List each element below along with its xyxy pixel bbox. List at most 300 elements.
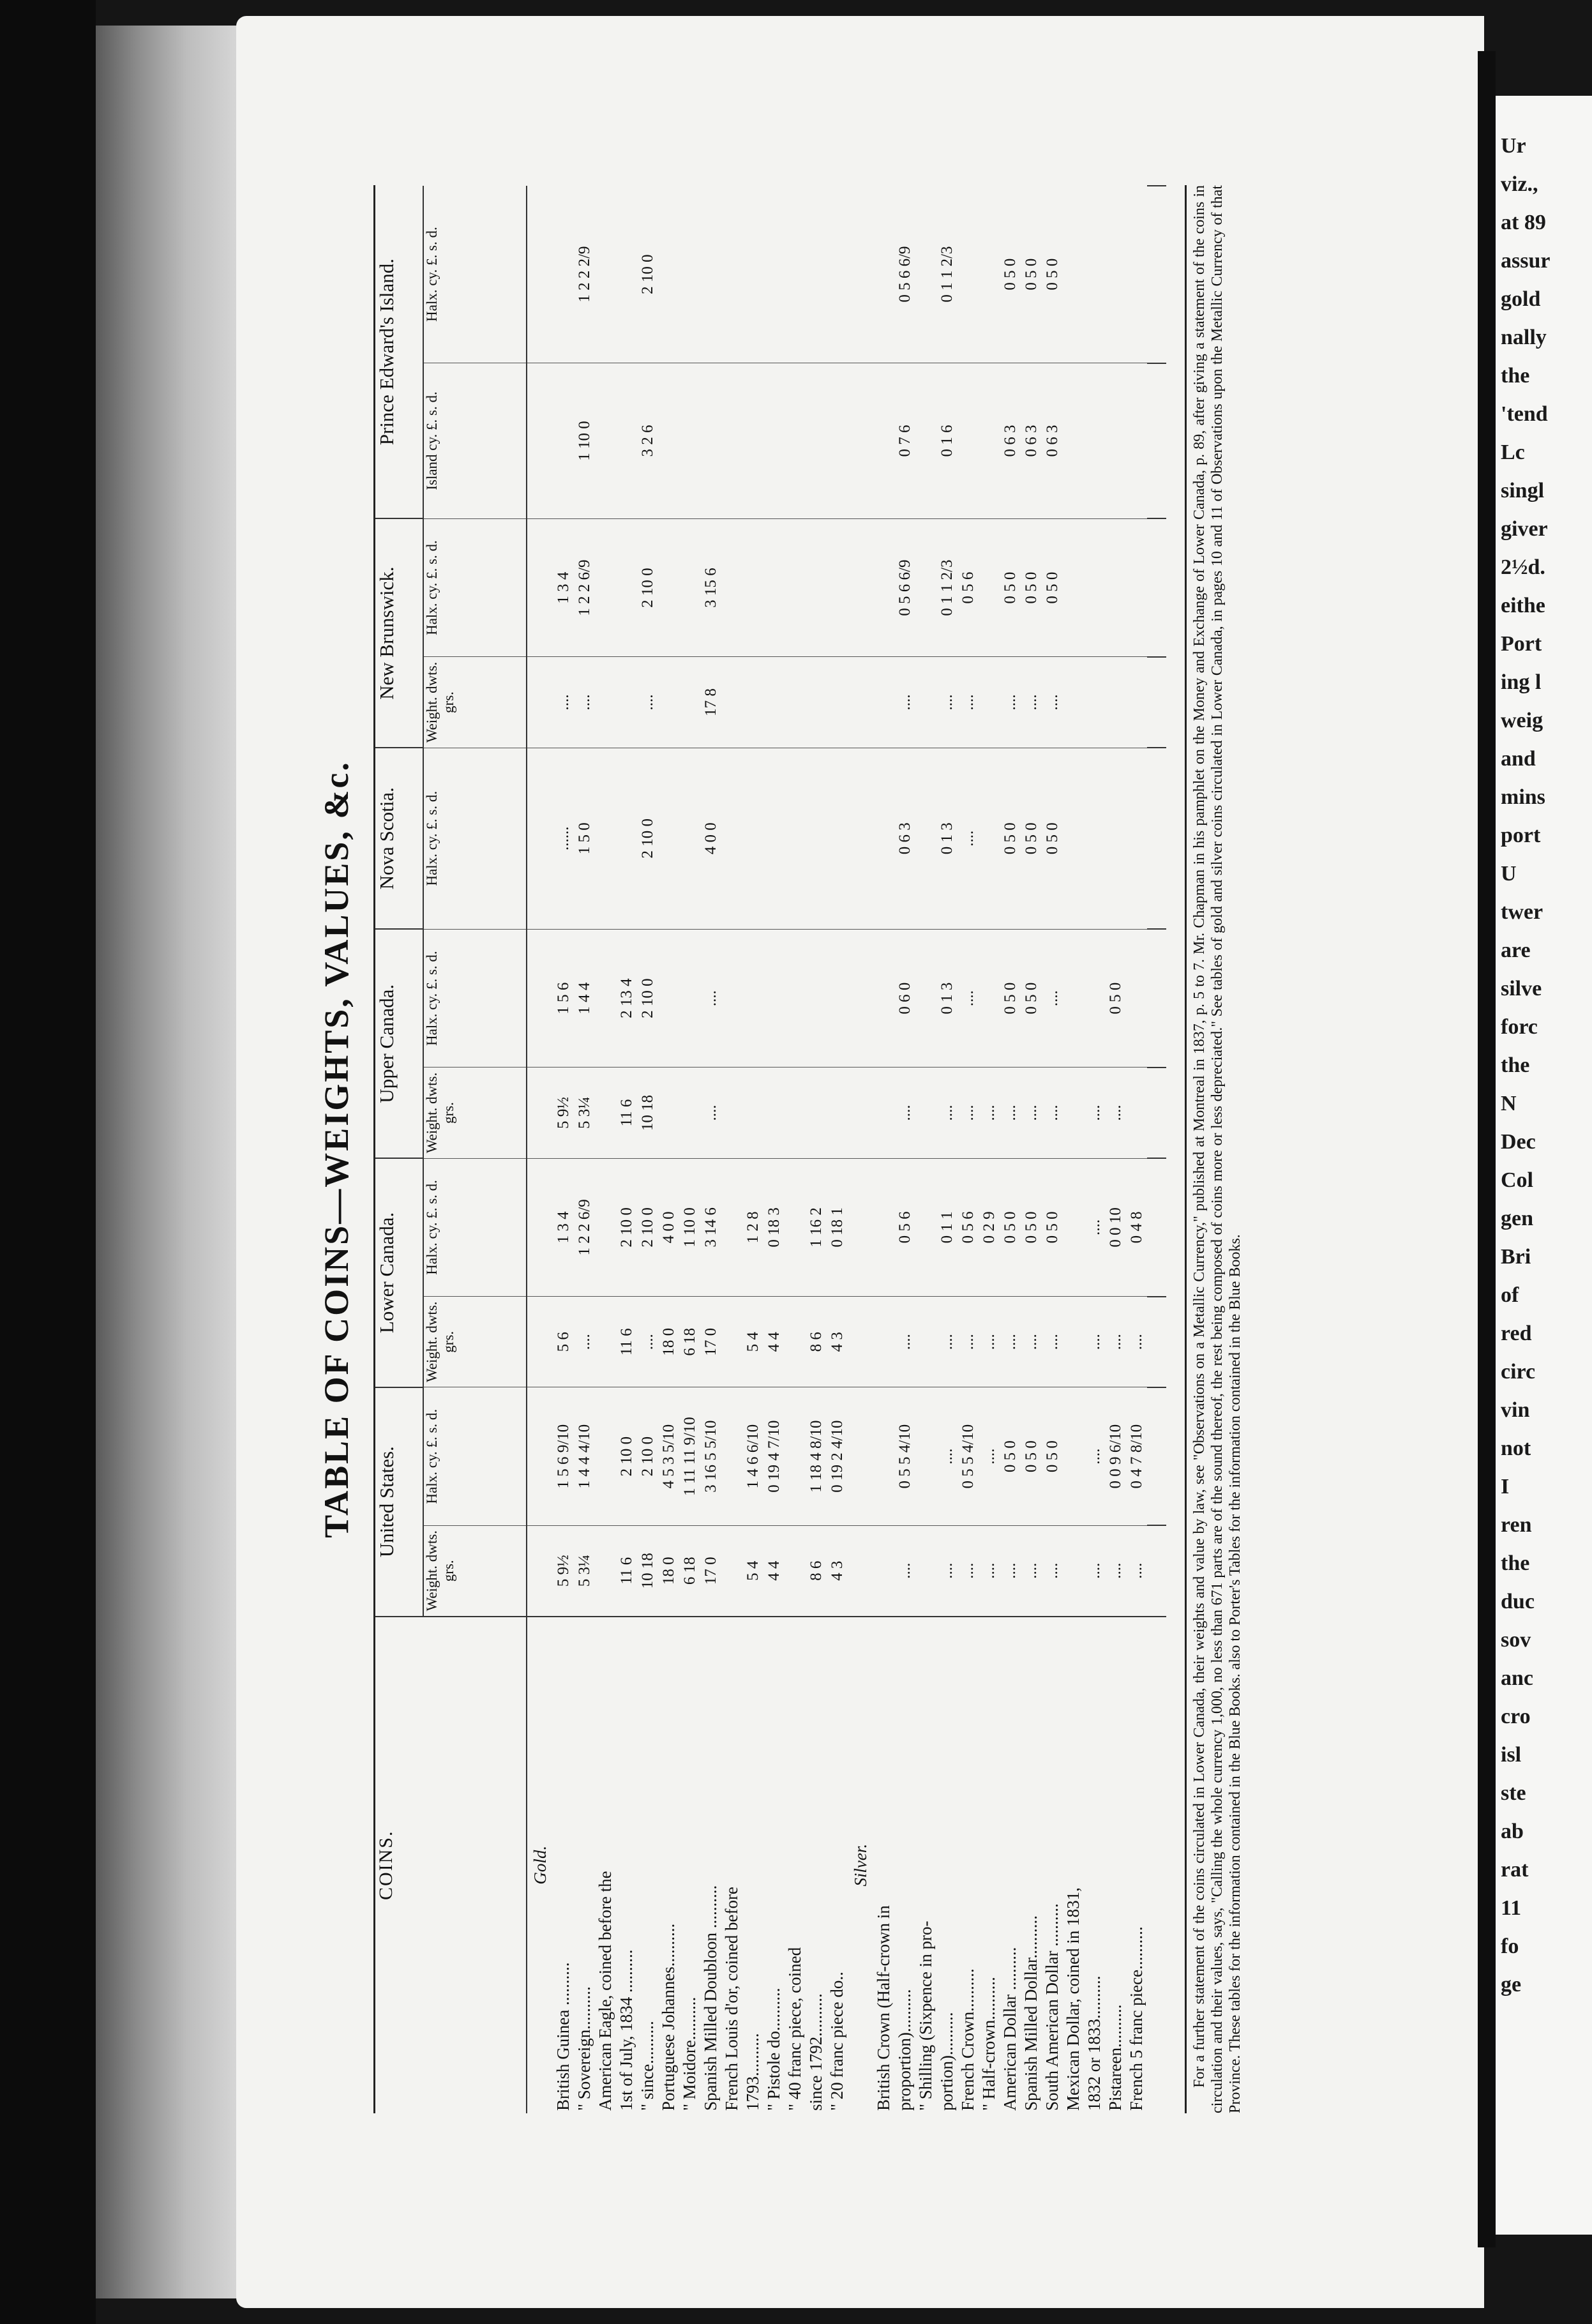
cell-us-w: .... — [957, 1525, 979, 1616]
cell-lc-w: 4 4 — [763, 1297, 785, 1387]
cell-uc-w — [679, 1068, 700, 1158]
cell-ns-v: 1 5 0 — [574, 748, 595, 929]
cell-nb-w — [873, 657, 894, 748]
cell-uc-w: .... — [1000, 1068, 1021, 1158]
cell-pi-h — [1084, 186, 1105, 363]
cell-pi-i — [957, 363, 979, 519]
region-prince-edwards-island: Prince Edward's Island. — [375, 186, 423, 518]
table-row — [1126, 186, 1147, 2113]
scan-border — [0, 0, 96, 2324]
cell-uc-v — [763, 929, 785, 1068]
cell-pi-i — [1084, 363, 1105, 519]
cell-us-v: 1 5 6 9/10 — [553, 1387, 574, 1526]
cell-nb-v — [742, 518, 763, 657]
cell-us-w — [1063, 1525, 1084, 1616]
facing-page-line: vin — [1501, 1398, 1530, 1422]
cell-us-v: 2 10 0 — [616, 1387, 637, 1526]
coin-name: Portuguese Johannes.......... — [658, 1617, 679, 2113]
coin-name: South American Dollar .......... — [1042, 1617, 1063, 2113]
table-row — [894, 186, 915, 2113]
table-row — [957, 186, 979, 2113]
cell-uc-v: 1 4 4 — [574, 929, 595, 1068]
cell-ns-v — [616, 748, 637, 929]
cell-nb-w — [827, 657, 848, 748]
cell-uc-w: 10 18 — [637, 1068, 658, 1158]
table-row — [553, 186, 574, 2113]
cell-us-w: .... — [1000, 1525, 1021, 1616]
cell-nb-v — [915, 518, 936, 657]
cell-us-v: 0 5 5 4/10 — [957, 1387, 979, 1526]
cell-pi-i — [915, 363, 936, 519]
cell-nb-w: .... — [574, 657, 595, 748]
cell-lc-w: .... — [637, 1297, 658, 1387]
cell-pi-h — [679, 186, 700, 363]
coin-table — [375, 185, 1166, 2113]
coin-name: Spanish Milled Dollar.......... — [1021, 1617, 1042, 2113]
cell-us-w: 6 18 — [679, 1525, 700, 1616]
cell-pi-h — [721, 186, 742, 363]
coin-name: proportion).......... — [894, 1617, 915, 2113]
cell-nb-w — [742, 657, 763, 748]
cell-lc-v: 0 5 0 — [1000, 1158, 1021, 1297]
coin-name: 1832 or 1833.......... — [1084, 1617, 1105, 2113]
cell-pi-h — [595, 186, 616, 363]
cell-us-v: .... — [979, 1387, 1000, 1526]
cell-nb-w: .... — [1000, 657, 1021, 748]
cell-us-v: 2 10 0 — [637, 1387, 658, 1526]
facing-page-line: rat — [1501, 1858, 1529, 1882]
pei-value-header: Halx. cy. £. s. d. — [423, 186, 527, 363]
cell-us-w: .... — [1021, 1525, 1042, 1616]
cell-ns-v — [1084, 748, 1105, 929]
cell-us-w: 10 18 — [637, 1525, 658, 1616]
cell-uc-v: 0 5 0 — [1000, 929, 1021, 1068]
coin-name: British Crown (Half-crown in — [873, 1617, 894, 2113]
cell-pi-h: 1 2 2 2/9 — [574, 186, 595, 363]
facing-page-line: eithe — [1501, 594, 1545, 617]
cell-pi-h: 0 5 0 — [1021, 186, 1042, 363]
cell-us-v — [915, 1387, 936, 1526]
coin-name: " Half-crown.......... — [979, 1617, 1000, 2113]
cell-nb-w — [979, 657, 1000, 748]
cell-nb-v — [873, 518, 894, 657]
cell-nb-w: .... — [1021, 657, 1042, 748]
footnote — [1190, 185, 1244, 2113]
coin-table-body — [527, 186, 1166, 2113]
coins-header: COINS. — [375, 1617, 527, 2113]
cell-uc-v — [595, 929, 616, 1068]
cell-nb-v — [1084, 518, 1105, 657]
cell-lc-v — [1063, 1158, 1084, 1297]
cell-lc-v: 0 18 3 — [763, 1158, 785, 1297]
facing-page-line: gold — [1501, 287, 1541, 311]
cell-us-w — [721, 1525, 742, 1616]
cell-lc-w — [721, 1297, 742, 1387]
cell-uc-w: .... — [1021, 1068, 1042, 1158]
nb-value-header: Halx. cy. £. s. d. — [423, 518, 527, 657]
cell-uc-w: 5 3¼ — [574, 1068, 595, 1158]
region-nova-scotia: Nova Scotia. — [375, 748, 423, 929]
cell-uc-v — [785, 929, 806, 1068]
facing-page-line: 2½d. — [1501, 555, 1545, 579]
table-row — [742, 186, 763, 2113]
facing-page-line: twer — [1501, 900, 1543, 924]
facing-page-line: anc — [1501, 1666, 1533, 1690]
facing-page-line: ste — [1501, 1781, 1526, 1805]
cell-pi-i — [742, 363, 763, 519]
cell-ns-v: 0 5 0 — [1021, 748, 1042, 929]
table-row — [658, 186, 679, 2113]
cell-pi-i: 0 6 3 — [1000, 363, 1021, 519]
region-header-row — [375, 186, 423, 2113]
cell-uc-v — [873, 929, 894, 1068]
page-title: TABLE OF COINS—WEIGHTS, VALUES, &c. — [317, 760, 356, 1538]
silver-group-label: Silver. — [848, 1617, 873, 2113]
cell-us-v: 0 19 2 4/10 — [827, 1387, 848, 1526]
cell-nb-w: .... — [957, 657, 979, 748]
facing-page-line: not — [1501, 1437, 1531, 1460]
cell-lc-w: .... — [1000, 1297, 1021, 1387]
cell-pi-h — [1126, 186, 1147, 363]
cell-nb-w: 17 8 — [700, 657, 721, 748]
cell-nb-w — [1084, 657, 1105, 748]
coin-name: Pistareen.......... — [1105, 1617, 1126, 2113]
cell-pi-i: 1 10 0 — [574, 363, 595, 519]
cell-lc-v: 0 4 8 — [1126, 1158, 1147, 1297]
region-lower-canada: Lower Canada. — [375, 1158, 423, 1387]
facing-page-line: ren — [1501, 1513, 1532, 1537]
table-row — [806, 186, 827, 2113]
coin-name: French 5 franc piece.......... — [1126, 1617, 1147, 2113]
facing-page-line: the — [1501, 1551, 1530, 1575]
cell-uc-v — [658, 929, 679, 1068]
coin-name: Spanish Milled Doubloon .......... — [700, 1617, 721, 2113]
cell-us-w: 4 4 — [763, 1525, 785, 1616]
facing-page-line: silve — [1501, 977, 1542, 1000]
cell-uc-w — [785, 1068, 806, 1158]
cell-us-w: .... — [894, 1525, 915, 1616]
cell-pi-i — [658, 363, 679, 519]
cell-pi-i: 0 6 3 — [1021, 363, 1042, 519]
cell-nb-v — [1126, 518, 1147, 657]
cell-us-v: 1 11 11 9/10 — [679, 1387, 700, 1526]
cell-us-v: 4 5 3 5/10 — [658, 1387, 679, 1526]
cell-us-w — [873, 1525, 894, 1616]
cell-pi-i — [1126, 363, 1147, 519]
cell-lc-w: 17 0 — [700, 1297, 721, 1387]
table-row — [1042, 186, 1063, 2113]
cell-ns-v: 0 6 3 — [894, 748, 915, 929]
cell-us-w: 11 6 — [616, 1525, 637, 1616]
cell-ns-v — [679, 748, 700, 929]
coin-name: Mexican Dollar, coined in 1831, — [1063, 1617, 1084, 2113]
cell-pi-h — [827, 186, 848, 363]
facing-page-line: Ur — [1501, 134, 1526, 158]
cell-nb-w: .... — [1042, 657, 1063, 748]
cell-us-v: 1 4 6 6/10 — [742, 1387, 763, 1526]
cell-lc-v: 1 10 0 — [679, 1158, 700, 1297]
cell-lc-w — [785, 1297, 806, 1387]
table-row — [1021, 186, 1042, 2113]
cell-nb-v: 1 3 4 — [553, 518, 574, 657]
cell-uc-w: .... — [957, 1068, 979, 1158]
cell-ns-v — [1063, 748, 1084, 929]
table-row — [873, 186, 894, 2113]
cell-lc-v: 3 14 6 — [700, 1158, 721, 1297]
cell-nb-w: .... — [637, 657, 658, 748]
cell-uc-w: .... — [1084, 1068, 1105, 1158]
cell-lc-w: 18 0 — [658, 1297, 679, 1387]
table-row — [1000, 186, 1021, 2113]
cell-uc-v: 0 5 0 — [1105, 929, 1126, 1068]
cell-uc-w: 11 6 — [616, 1068, 637, 1158]
cell-uc-v: 0 1 3 — [936, 929, 957, 1068]
cell-lc-v: 1 3 4 — [553, 1158, 574, 1297]
cell-nb-v — [1063, 518, 1084, 657]
facing-page-line: red — [1501, 1322, 1532, 1345]
cell-ns-v: 0 5 0 — [1042, 748, 1063, 929]
cell-ns-v — [873, 748, 894, 929]
coin-name: American Eagle, coined before the — [595, 1617, 616, 2113]
cell-us-w — [595, 1525, 616, 1616]
facing-page-line: and — [1501, 747, 1536, 771]
cell-pi-i — [616, 363, 637, 519]
table-row — [700, 186, 721, 2113]
cell-lc-v: 2 10 0 — [637, 1158, 658, 1297]
facing-page-line: cro — [1501, 1705, 1531, 1728]
coin-name: 1793.......... — [742, 1617, 763, 2113]
cell-us-v: 0 5 0 — [1000, 1387, 1021, 1526]
cell-nb-v — [979, 518, 1000, 657]
cell-lc-w: .... — [979, 1297, 1000, 1387]
cell-lc-w: .... — [936, 1297, 957, 1387]
cell-us-v: .... — [1084, 1387, 1105, 1526]
cell-us-w: .... — [1105, 1525, 1126, 1616]
region-united-states: United States. — [375, 1387, 423, 1617]
cell-uc-v: .... — [957, 929, 979, 1068]
cell-nb-w — [806, 657, 827, 748]
cell-pi-h — [915, 186, 936, 363]
cell-nb-v — [1105, 518, 1126, 657]
cell-lc-w: .... — [1105, 1297, 1126, 1387]
cell-us-w: 18 0 — [658, 1525, 679, 1616]
cell-nb-v — [595, 518, 616, 657]
coin-name: " Shilling (Sixpence in pro- — [915, 1617, 936, 2113]
cell-nb-v — [616, 518, 637, 657]
cell-pi-h — [700, 186, 721, 363]
coin-name: French Louis d'or, coined before — [721, 1617, 742, 2113]
cell-us-w: 4 3 — [827, 1525, 848, 1616]
cell-us-v: 0 4 7 8/10 — [1126, 1387, 1147, 1526]
cell-us-v: 0 0 9 6/10 — [1105, 1387, 1126, 1526]
coin-name: " Moidore.......... — [679, 1617, 700, 2113]
cell-us-v: 0 5 0 — [1042, 1387, 1063, 1526]
facing-page-line: at 89 — [1501, 211, 1546, 234]
cell-pi-i — [595, 363, 616, 519]
cell-uc-v: 2 13 4 — [616, 929, 637, 1068]
cell-us-w — [785, 1525, 806, 1616]
cell-nb-w — [1063, 657, 1084, 748]
cell-nb-v: 0 5 6 — [957, 518, 979, 657]
cell-nb-w — [679, 657, 700, 748]
table-row — [1084, 186, 1105, 2113]
cell-lc-w — [915, 1297, 936, 1387]
cell-ns-v — [915, 748, 936, 929]
facing-page-line: I — [1501, 1475, 1510, 1498]
cell-uc-w: .... — [1042, 1068, 1063, 1158]
cell-nb-v: 1 2 2 6/9 — [574, 518, 595, 657]
cell-uc-w — [1126, 1068, 1147, 1158]
cell-lc-w: 6 18 — [679, 1297, 700, 1387]
facing-page-line: isl — [1501, 1743, 1522, 1767]
cell-pi-h — [763, 186, 785, 363]
facing-page-line: gen — [1501, 1207, 1533, 1230]
cell-pi-i — [1063, 363, 1084, 519]
cell-nb-w — [763, 657, 785, 748]
cell-us-w: 8 6 — [806, 1525, 827, 1616]
cell-nb-w: .... — [553, 657, 574, 748]
cell-us-v — [595, 1387, 616, 1526]
cell-us-v: 0 19 4 7/10 — [763, 1387, 785, 1526]
cell-nb-v: 3 15 6 — [700, 518, 721, 657]
facing-page-line: weig — [1501, 709, 1543, 732]
table-row — [679, 186, 700, 2113]
cell-pi-i — [873, 363, 894, 519]
cell-us-w: .... — [1084, 1525, 1105, 1616]
cell-us-v — [721, 1387, 742, 1526]
cell-ns-v: 4 0 0 — [700, 748, 721, 929]
ns-value-header: Halx. cy. £. s. d. — [423, 748, 527, 929]
facing-page-line: U — [1501, 862, 1517, 886]
facing-page-line: mins — [1501, 785, 1545, 809]
cell-lc-w: .... — [1021, 1297, 1042, 1387]
cell-uc-w — [721, 1068, 742, 1158]
cell-uc-w — [595, 1068, 616, 1158]
cell-lc-v: 0 0 10 — [1105, 1158, 1126, 1297]
cell-lc-v: 2 10 0 — [616, 1158, 637, 1297]
cell-ns-v — [721, 748, 742, 929]
cell-us-w: .... — [1042, 1525, 1063, 1616]
facing-page-line: Dec — [1501, 1130, 1536, 1154]
cell-uc-w — [873, 1068, 894, 1158]
cell-uc-w — [915, 1068, 936, 1158]
cell-lc-v: 0 1 1 — [936, 1158, 957, 1297]
facing-page-line: ing l — [1501, 670, 1542, 694]
cell-ns-v: .... — [957, 748, 979, 929]
table-row — [595, 186, 616, 2113]
coin-name: French Crown.......... — [957, 1617, 979, 2113]
facing-page-line: ab — [1501, 1820, 1524, 1843]
table-row — [721, 186, 742, 2113]
cell-uc-w — [806, 1068, 827, 1158]
cell-pi-h — [616, 186, 637, 363]
cell-lc-v: 0 5 6 — [957, 1158, 979, 1297]
cell-uc-v: 0 5 0 — [1021, 929, 1042, 1068]
cell-uc-w: .... — [936, 1068, 957, 1158]
facing-page-line: 11 — [1501, 1896, 1522, 1920]
cell-nb-w — [616, 657, 637, 748]
cell-lc-w: 4 3 — [827, 1297, 848, 1387]
cell-lc-w: .... — [1042, 1297, 1063, 1387]
cell-pi-h — [979, 186, 1000, 363]
rotated-table-region — [306, 185, 1411, 2113]
facing-page-line: singl — [1501, 479, 1545, 502]
cell-us-w: 5 9½ — [553, 1525, 574, 1616]
cell-pi-i — [979, 363, 1000, 519]
facing-page-line: forc — [1501, 1015, 1538, 1039]
cell-ns-v — [658, 748, 679, 929]
cell-pi-h — [1063, 186, 1084, 363]
cell-lc-v: 1 2 8 — [742, 1158, 763, 1297]
facing-page-line: N — [1501, 1092, 1517, 1115]
cell-us-v: 3 16 5 5/10 — [700, 1387, 721, 1526]
cell-lc-v — [595, 1158, 616, 1297]
cell-ns-v — [827, 748, 848, 929]
facing-page-line: viz., — [1501, 172, 1538, 196]
cell-pi-h — [658, 186, 679, 363]
cell-uc-w: .... — [979, 1068, 1000, 1158]
facing-page-line: circ — [1501, 1360, 1536, 1384]
facing-page-line: ge — [1501, 1973, 1522, 1996]
cell-pi-i — [1105, 363, 1126, 519]
facing-page-line: port — [1501, 824, 1541, 847]
coin-name: British Guinea .......... — [553, 1617, 574, 2113]
table-row — [1105, 186, 1126, 2113]
cell-uc-v — [1063, 929, 1084, 1068]
cell-us-w: .... — [936, 1525, 957, 1616]
cell-ns-v: 2 10 0 — [637, 748, 658, 929]
cell-nb-v: 0 5 0 — [1000, 518, 1021, 657]
cell-uc-w: .... — [700, 1068, 721, 1158]
cell-lc-v: .... — [1084, 1158, 1105, 1297]
cell-lc-w — [1063, 1297, 1084, 1387]
coin-name: since 1792.......... — [806, 1617, 827, 2113]
table-row — [763, 186, 785, 2113]
cell-uc-v — [915, 929, 936, 1068]
cell-ns-v — [1126, 748, 1147, 929]
cell-lc-w — [595, 1297, 616, 1387]
table-row — [827, 186, 848, 2113]
facing-page-line: sov — [1501, 1628, 1531, 1652]
cell-us-v: 1 18 4 8/10 — [806, 1387, 827, 1526]
table-row — [785, 186, 806, 2113]
cell-nb-w — [595, 657, 616, 748]
cell-uc-v: 0 6 0 — [894, 929, 915, 1068]
cell-uc-w — [742, 1068, 763, 1158]
cell-uc-w: 5 9½ — [553, 1068, 574, 1158]
cell-us-v — [785, 1387, 806, 1526]
cell-ns-v — [1105, 748, 1126, 929]
cell-pi-i — [721, 363, 742, 519]
gold-group-row — [527, 186, 553, 2113]
footnote-text: For a further statement of the coins circulated in Lower Canada, their weights and value by law, see "Observations on a Metallic Currency," published at Montreal in 1837, p. 5 to 7. Mr. Chapman in his pamphlet on the Money and Exchange of Lower Canada, p. 89, after giving a statement of the coins in circulation and their values, says, "Calling the whole currency 1,000, no less than 671 parts are of the sound thereof, the rest being composed of coins more or less depreciated." See tables of gold and silver coins circulated in Lower Canada, in pages 10 and 11 of Observations upon the Metallic Currency of that Province. These tables for the information contained in the Blue Books. also to Porter's Tables for the information contained in the Blue Books. — [1191, 185, 1243, 2113]
coin-name: " since.......... — [637, 1617, 658, 2113]
coin-name: " 40 franc piece, coined — [785, 1617, 806, 2113]
facing-page-line: 'tend — [1501, 402, 1548, 426]
cell-pi-i — [679, 363, 700, 519]
cell-pi-h — [806, 186, 827, 363]
coin-name: " Sovereign.......... — [574, 1617, 595, 2113]
coin-name: 1st of July, 1834 .......... — [616, 1617, 637, 2113]
cell-uc-v: 1 5 6 — [553, 929, 574, 1068]
table-row — [936, 186, 957, 2113]
cell-ns-v: 0 5 0 — [1000, 748, 1021, 929]
facing-page-line: Bri — [1501, 1245, 1531, 1269]
cell-pi-h: 2 10 0 — [637, 186, 658, 363]
table-row — [616, 186, 637, 2113]
cell-lc-v — [721, 1158, 742, 1297]
facing-page-line: Col — [1501, 1168, 1533, 1192]
